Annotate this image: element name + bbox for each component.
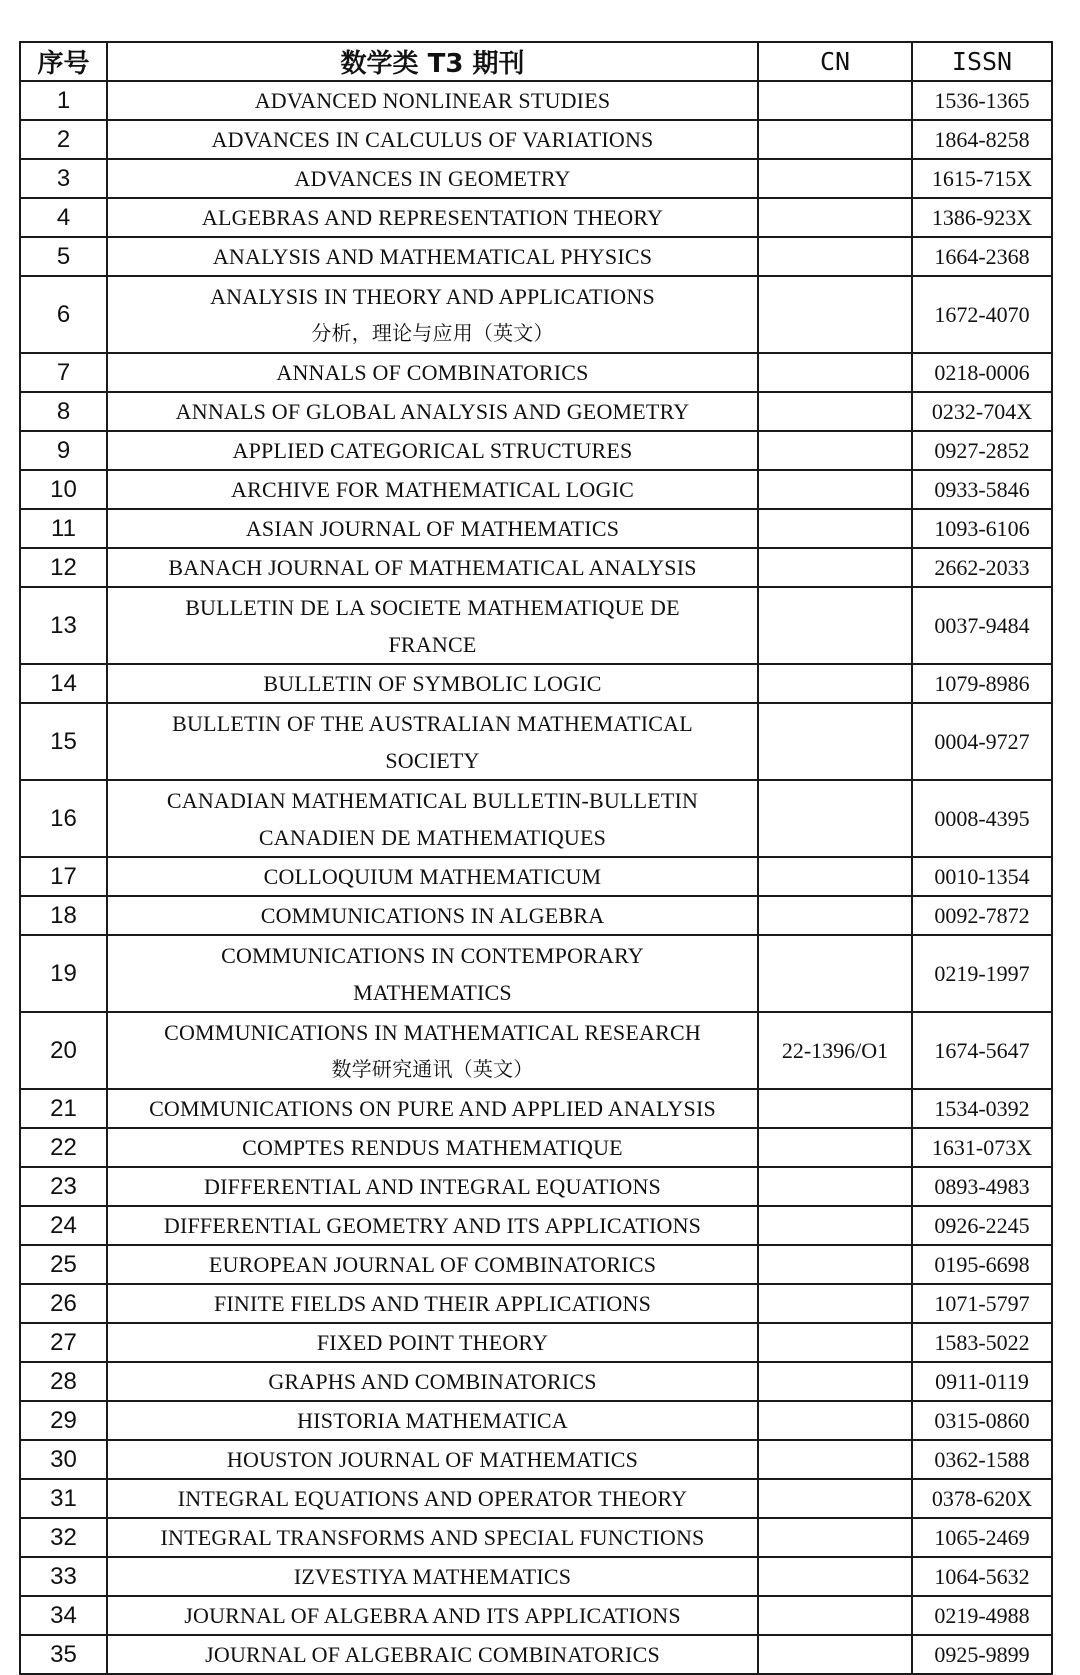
journal-table xyxy=(19,41,1053,1675)
journal-name-line-2: SOCIETY xyxy=(385,747,480,773)
table-header xyxy=(20,42,1052,81)
journal-issn: 0911-0119 xyxy=(912,1362,1052,1401)
journal-name-line-2: FRANCE xyxy=(388,631,477,657)
journal-name: BULLETIN OF THE AUSTRALIAN MATHEMATICAL xyxy=(172,710,693,736)
row-index: 35 xyxy=(20,1635,107,1674)
journal-cn xyxy=(758,935,912,1012)
row-index: 11 xyxy=(20,509,107,548)
table-row xyxy=(20,509,1052,548)
row-index: 7 xyxy=(20,353,107,392)
journal-name-cell xyxy=(107,857,758,896)
journal-name-cell xyxy=(107,587,758,664)
journal-name: ADVANCED NONLINEAR STUDIES xyxy=(254,88,611,113)
journal-issn: 1672-4070 xyxy=(912,276,1052,353)
journal-cn xyxy=(758,237,912,276)
journal-name: ANNALS OF GLOBAL ANALYSIS AND GEOMETRY xyxy=(175,399,690,424)
journal-issn: 0218-0006 xyxy=(912,353,1052,392)
table-row xyxy=(20,587,1052,664)
table-row xyxy=(20,1362,1052,1401)
journal-issn: 0362-1588 xyxy=(912,1440,1052,1479)
header-journal-name: 数学类 T3 期刊 xyxy=(107,42,758,81)
row-index: 12 xyxy=(20,548,107,587)
journal-cn: 22-1396/O1 xyxy=(758,1012,912,1089)
header-issn: ISSN xyxy=(912,42,1052,81)
row-index: 9 xyxy=(20,431,107,470)
journal-cn xyxy=(758,1284,912,1323)
journal-name-cell xyxy=(107,276,758,353)
journal-cn xyxy=(758,896,912,935)
journal-cn xyxy=(758,1362,912,1401)
journal-name-cell xyxy=(107,1167,758,1206)
header-index: 序号 xyxy=(20,42,107,81)
journal-name-cell xyxy=(107,237,758,276)
row-index: 17 xyxy=(20,857,107,896)
row-index: 13 xyxy=(20,587,107,664)
table-row xyxy=(20,1518,1052,1557)
journal-issn: 0927-2852 xyxy=(912,431,1052,470)
table-row xyxy=(20,1596,1052,1635)
journal-cn xyxy=(758,1167,912,1206)
journal-cn xyxy=(758,780,912,857)
table-row xyxy=(20,431,1052,470)
journal-name-line-2: 分析，理论与应用（英文） xyxy=(311,320,554,345)
journal-cn xyxy=(758,392,912,431)
journal-cn xyxy=(758,353,912,392)
journal-cn xyxy=(758,548,912,587)
journal-name: ANALYSIS IN THEORY AND APPLICATIONS xyxy=(210,283,655,309)
journal-name-cell xyxy=(107,509,758,548)
journal-cn xyxy=(758,81,912,120)
journal-name: DIFFERENTIAL AND INTEGRAL EQUATIONS xyxy=(204,1174,661,1199)
row-index: 24 xyxy=(20,1206,107,1245)
journal-name: COMMUNICATIONS IN CONTEMPORARY xyxy=(221,942,644,968)
row-index: 5 xyxy=(20,237,107,276)
row-index: 18 xyxy=(20,896,107,935)
table-row xyxy=(20,1284,1052,1323)
journal-issn: 1664-2368 xyxy=(912,237,1052,276)
journal-name-cell xyxy=(107,935,758,1012)
journal-issn: 1071-5797 xyxy=(912,1284,1052,1323)
journal-name: INTEGRAL TRANSFORMS AND SPECIAL FUNCTIONS xyxy=(160,1525,705,1550)
row-index: 14 xyxy=(20,664,107,703)
journal-name: HISTORIA MATHEMATICA xyxy=(297,1408,568,1433)
row-index: 16 xyxy=(20,780,107,857)
table-row xyxy=(20,780,1052,857)
journal-name-cell xyxy=(107,896,758,935)
journal-name-cell xyxy=(107,198,758,237)
row-index: 27 xyxy=(20,1323,107,1362)
journal-issn: 1064-5632 xyxy=(912,1557,1052,1596)
journal-cn xyxy=(758,509,912,548)
row-index: 28 xyxy=(20,1362,107,1401)
journal-issn: 0037-9484 xyxy=(912,587,1052,664)
journal-issn: 1079-8986 xyxy=(912,664,1052,703)
journal-name: DIFFERENTIAL GEOMETRY AND ITS APPLICATIONS xyxy=(163,1213,702,1238)
table-row xyxy=(20,1323,1052,1362)
journal-name: FIXED POINT THEORY xyxy=(316,1330,549,1355)
journal-name: ADVANCES IN CALCULUS OF VARIATIONS xyxy=(211,127,654,152)
journal-cn xyxy=(758,1206,912,1245)
journal-issn: 1583-5022 xyxy=(912,1323,1052,1362)
journal-name-line-2: MATHEMATICS xyxy=(353,979,512,1005)
journal-issn: 1631-073X xyxy=(912,1128,1052,1167)
table-row xyxy=(20,1401,1052,1440)
table-row xyxy=(20,198,1052,237)
row-index: 3 xyxy=(20,159,107,198)
journal-cn xyxy=(758,1596,912,1635)
journal-name: COMPTES RENDUS MATHEMATIQUE xyxy=(242,1135,623,1160)
row-index: 19 xyxy=(20,935,107,1012)
journal-issn: 0378-620X xyxy=(912,1479,1052,1518)
row-index: 30 xyxy=(20,1440,107,1479)
journal-name-cell xyxy=(107,1012,758,1089)
row-index: 8 xyxy=(20,392,107,431)
journal-issn: 0933-5846 xyxy=(912,470,1052,509)
table-row xyxy=(20,159,1052,198)
journal-cn xyxy=(758,664,912,703)
table-row xyxy=(20,1128,1052,1167)
journal-name: EUROPEAN JOURNAL OF COMBINATORICS xyxy=(208,1252,657,1277)
journal-issn: 0092-7872 xyxy=(912,896,1052,935)
row-index: 2 xyxy=(20,120,107,159)
journal-issn: 1093-6106 xyxy=(912,509,1052,548)
row-index: 23 xyxy=(20,1167,107,1206)
table-row xyxy=(20,81,1052,120)
journal-name: ADVANCES IN GEOMETRY xyxy=(294,166,571,191)
journal-name: JOURNAL OF ALGEBRA AND ITS APPLICATIONS xyxy=(184,1603,681,1628)
journal-name-cell xyxy=(107,1128,758,1167)
journal-name-cell xyxy=(107,1323,758,1362)
journal-cn xyxy=(758,198,912,237)
table-row xyxy=(20,1440,1052,1479)
journal-issn: 1864-8258 xyxy=(912,120,1052,159)
journal-cn xyxy=(758,1089,912,1128)
row-index: 15 xyxy=(20,703,107,780)
table-row xyxy=(20,935,1052,1012)
row-index: 4 xyxy=(20,198,107,237)
table-row xyxy=(20,353,1052,392)
journal-name: HOUSTON JOURNAL OF MATHEMATICS xyxy=(226,1447,639,1472)
journal-name: BULLETIN DE LA SOCIETE MATHEMATIQUE DE xyxy=(185,594,680,620)
journal-name-cell xyxy=(107,1362,758,1401)
table-row xyxy=(20,1206,1052,1245)
journal-name-cell xyxy=(107,470,758,509)
table-row xyxy=(20,896,1052,935)
row-index: 32 xyxy=(20,1518,107,1557)
journal-name-line-2: CANADIEN DE MATHEMATIQUES xyxy=(258,824,607,850)
table-row xyxy=(20,664,1052,703)
table-row xyxy=(20,392,1052,431)
row-index: 1 xyxy=(20,81,107,120)
journal-name: ANALYSIS AND MATHEMATICAL PHYSICS xyxy=(212,244,653,269)
journal-issn: 0004-9727 xyxy=(912,703,1052,780)
journal-name-line-2: 数学研究通讯（英文） xyxy=(331,1056,534,1081)
journal-cn xyxy=(758,1128,912,1167)
journal-name-cell xyxy=(107,548,758,587)
journal-issn: 1615-715X xyxy=(912,159,1052,198)
journal-name: COMMUNICATIONS ON PURE AND APPLIED ANALYSIS xyxy=(149,1096,716,1121)
row-index: 26 xyxy=(20,1284,107,1323)
journal-name-cell xyxy=(107,120,758,159)
journal-name-cell xyxy=(107,780,758,857)
row-index: 29 xyxy=(20,1401,107,1440)
journal-name: BULLETIN OF SYMBOLIC LOGIC xyxy=(263,671,602,696)
table-row xyxy=(20,276,1052,353)
journal-name: BANACH JOURNAL OF MATHEMATICAL ANALYSIS xyxy=(168,555,697,580)
journal-cn xyxy=(758,587,912,664)
journal-name: IZVESTIYA MATHEMATICS xyxy=(293,1564,572,1589)
journal-issn: 0010-1354 xyxy=(912,857,1052,896)
row-index: 22 xyxy=(20,1128,107,1167)
journal-issn: 0219-4988 xyxy=(912,1596,1052,1635)
table-row xyxy=(20,1635,1052,1674)
table-row xyxy=(20,120,1052,159)
journal-name-cell xyxy=(107,1245,758,1284)
journal-cn xyxy=(758,1440,912,1479)
journal-name: JOURNAL OF ALGEBRAIC COMBINATORICS xyxy=(205,1642,660,1667)
journal-issn: 0315-0860 xyxy=(912,1401,1052,1440)
journal-issn: 1386-923X xyxy=(912,198,1052,237)
journal-issn: 1065-2469 xyxy=(912,1518,1052,1557)
journal-name: COMMUNICATIONS IN MATHEMATICAL RESEARCH xyxy=(164,1019,701,1045)
journal-name-cell xyxy=(107,392,758,431)
table-row xyxy=(20,857,1052,896)
journal-issn: 0893-4983 xyxy=(912,1167,1052,1206)
header-cn: CN xyxy=(758,42,912,81)
journal-issn: 0232-704X xyxy=(912,392,1052,431)
journal-name-cell xyxy=(107,1557,758,1596)
journal-name: CANADIAN MATHEMATICAL BULLETIN-BULLETIN xyxy=(166,787,699,813)
row-index: 25 xyxy=(20,1245,107,1284)
journal-name-cell xyxy=(107,159,758,198)
table-row xyxy=(20,1089,1052,1128)
journal-issn: 0008-4395 xyxy=(912,780,1052,857)
row-index: 31 xyxy=(20,1479,107,1518)
journal-name-cell xyxy=(107,1284,758,1323)
journal-cn xyxy=(758,159,912,198)
journal-issn: 1534-0392 xyxy=(912,1089,1052,1128)
table-row xyxy=(20,237,1052,276)
journal-name-cell xyxy=(107,81,758,120)
row-index: 6 xyxy=(20,276,107,353)
table-row xyxy=(20,1167,1052,1206)
journal-name: FINITE FIELDS AND THEIR APPLICATIONS xyxy=(213,1291,652,1316)
journal-name-cell xyxy=(107,664,758,703)
journal-cn xyxy=(758,120,912,159)
journal-name-cell xyxy=(107,1440,758,1479)
table-row xyxy=(20,470,1052,509)
journal-issn: 0925-9899 xyxy=(912,1635,1052,1674)
journal-name-cell xyxy=(107,1518,758,1557)
journal-cn xyxy=(758,1557,912,1596)
journal-cn xyxy=(758,1635,912,1674)
table-body xyxy=(20,81,1052,1674)
journal-name-cell xyxy=(107,1401,758,1440)
row-index: 10 xyxy=(20,470,107,509)
journal-cn xyxy=(758,470,912,509)
journal-name: ALGEBRAS AND REPRESENTATION THEORY xyxy=(201,205,664,230)
row-index: 33 xyxy=(20,1557,107,1596)
journal-list-page xyxy=(19,41,1053,1675)
journal-cn xyxy=(758,1479,912,1518)
journal-issn: 0926-2245 xyxy=(912,1206,1052,1245)
journal-cn xyxy=(758,1245,912,1284)
table-row xyxy=(20,1557,1052,1596)
journal-name-cell xyxy=(107,1596,758,1635)
journal-issn: 0219-1997 xyxy=(912,935,1052,1012)
table-row xyxy=(20,548,1052,587)
journal-cn xyxy=(758,703,912,780)
journal-cn xyxy=(758,857,912,896)
journal-name: ASIAN JOURNAL OF MATHEMATICS xyxy=(245,516,620,541)
journal-cn xyxy=(758,431,912,470)
journal-cn xyxy=(758,276,912,353)
row-index: 20 xyxy=(20,1012,107,1089)
table-row xyxy=(20,1245,1052,1284)
journal-name-cell xyxy=(107,431,758,470)
journal-name-cell xyxy=(107,353,758,392)
journal-issn: 1674-5647 xyxy=(912,1012,1052,1089)
journal-cn xyxy=(758,1323,912,1362)
journal-cn xyxy=(758,1401,912,1440)
journal-name: APPLIED CATEGORICAL STRUCTURES xyxy=(232,438,633,463)
journal-name-cell xyxy=(107,1635,758,1674)
header-row xyxy=(20,42,1052,81)
journal-name-cell xyxy=(107,1479,758,1518)
row-index: 34 xyxy=(20,1596,107,1635)
journal-issn: 0195-6698 xyxy=(912,1245,1052,1284)
journal-name: INTEGRAL EQUATIONS AND OPERATOR THEORY xyxy=(177,1486,688,1511)
journal-issn: 1536-1365 xyxy=(912,81,1052,120)
journal-name-cell xyxy=(107,1206,758,1245)
journal-name: COLLOQUIUM MATHEMATICUM xyxy=(263,864,602,889)
journal-name: GRAPHS AND COMBINATORICS xyxy=(268,1369,597,1394)
journal-name: ANNALS OF COMBINATORICS xyxy=(276,360,589,385)
row-index: 21 xyxy=(20,1089,107,1128)
journal-name: COMMUNICATIONS IN ALGEBRA xyxy=(260,903,605,928)
journal-name: ARCHIVE FOR MATHEMATICAL LOGIC xyxy=(230,477,635,502)
table-row xyxy=(20,1479,1052,1518)
journal-issn: 2662-2033 xyxy=(912,548,1052,587)
journal-name-cell xyxy=(107,1089,758,1128)
table-row xyxy=(20,703,1052,780)
journal-cn xyxy=(758,1518,912,1557)
journal-name-cell xyxy=(107,703,758,780)
table-row xyxy=(20,1012,1052,1089)
